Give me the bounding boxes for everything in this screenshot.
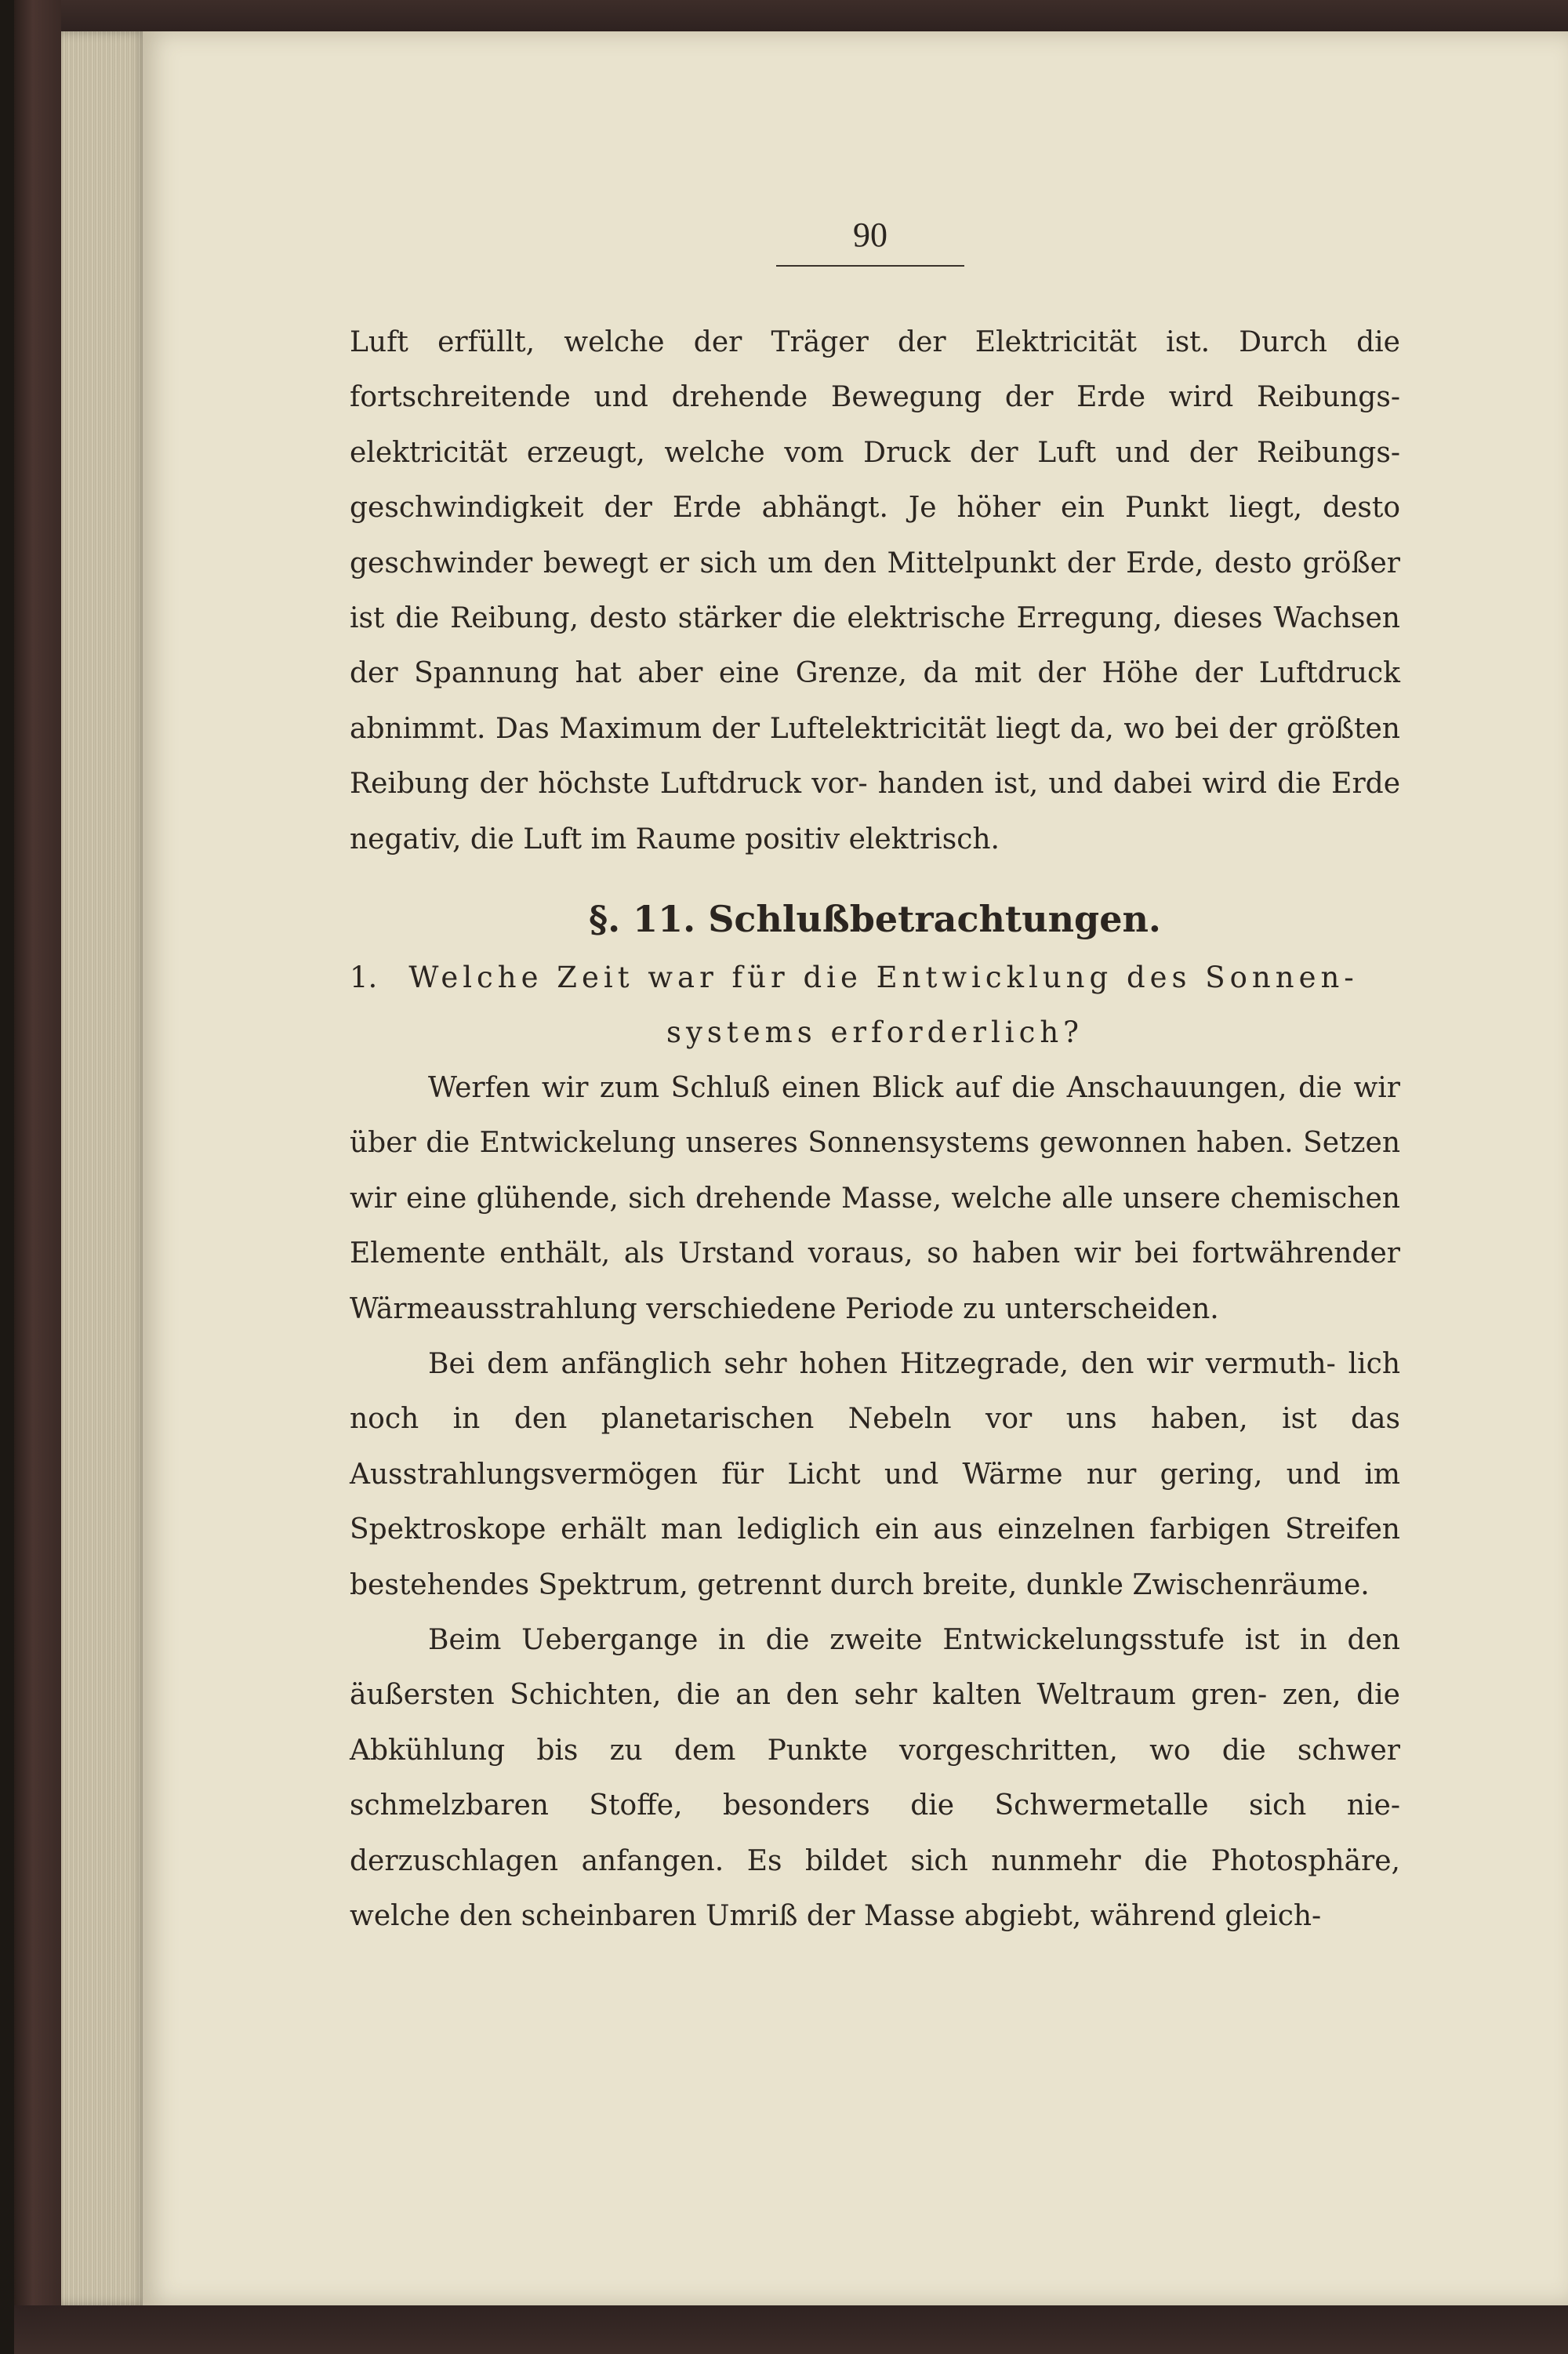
page-number-rule [776,265,964,267]
question-heading [350,950,1400,1005]
page-body [350,315,1400,1944]
paragraph: Bei dem anfänglich sehr hohen Hitzegrade, den wir vermuth- lich noch in den planetarischen Nebeln vor uns haben, ist das Ausstrahlungsvermögen für Licht und Wärme nur gering, und im Spektroskope erhält man lediglich ein aus einzelnen farbigen Streifen bestehendes Spektrum, getrennt durch breite, dunkle Zwischenräume. [350,1347,1400,1601]
paragraph: Werfen wir zum Schluß einen Blick auf die Anschauungen, die wir über die Entwickelung unseres Sonnensystems gewonnen haben. Setzen wir eine glühende, sich drehende Masse, welche alle unsere chemischen Elemente enthält, als Urstand voraus, so haben wir bei fortwährender Wärmeausstrahlung verschiedene Periode zu unterscheiden. [350,1071,1400,1325]
book-cover-top-edge [14,0,1568,31]
question-text-line2: systems erforderlich? [666,1015,1084,1050]
paragraph: Beim Uebergange in die zweite Entwickelungsstufe ist in den äußersten Schichten, die an den sehr kalten Weltraum gren- zen, die Abkühlung bis zu dem Punkte vorgeschritten, wo die schwer schmelzbaren Stoffe, besonders die Schwermetalle sich nie- derzuschlagen anfangen. Es bildet sich nunmehr die Photosphäre, welche den scheinbaren Umriß der Masse abgiebt, während gleich- [350,1623,1400,1932]
stacked-page-edges [61,31,147,2305]
question-text-line1: Welche Zeit war für die Entwicklung des Sonnen- [408,961,1359,995]
book-cover-spine [14,0,61,2354]
page-number: 90 [853,216,887,254]
section-heading: §. 11. Schlußbetrachtungen. [589,898,1161,941]
paragraph: Luft erfüllt, welche der Träger der Elektricität ist. Durch die fortschreitende und drehende Bewegung der Erde wird Reibungs- elektricität erzeugt, welche vom Druck der Luft und der Reibungs- geschwindigkeit der Erde abhängt. Je höher ein Punkt liegt, desto geschwinder bewegt er sich um den Mittelpunkt der Erde, desto größer ist die Reibung, desto stärker die elektrische Erregung, dieses Wachsen der Spannung hat aber eine Grenze, da mit der Höhe der Luftdruck abnimmt. Das Maximum der Luftelektricität liegt da, wo bei der größten Reibung der höchste Luftdruck vor- handen ist, und dabei wird die Erde negativ, die Luft im Raume positiv elektrisch. [350,326,1400,856]
book-cover-bottom-edge [14,2305,1568,2354]
question-number: 1. [350,961,378,995]
